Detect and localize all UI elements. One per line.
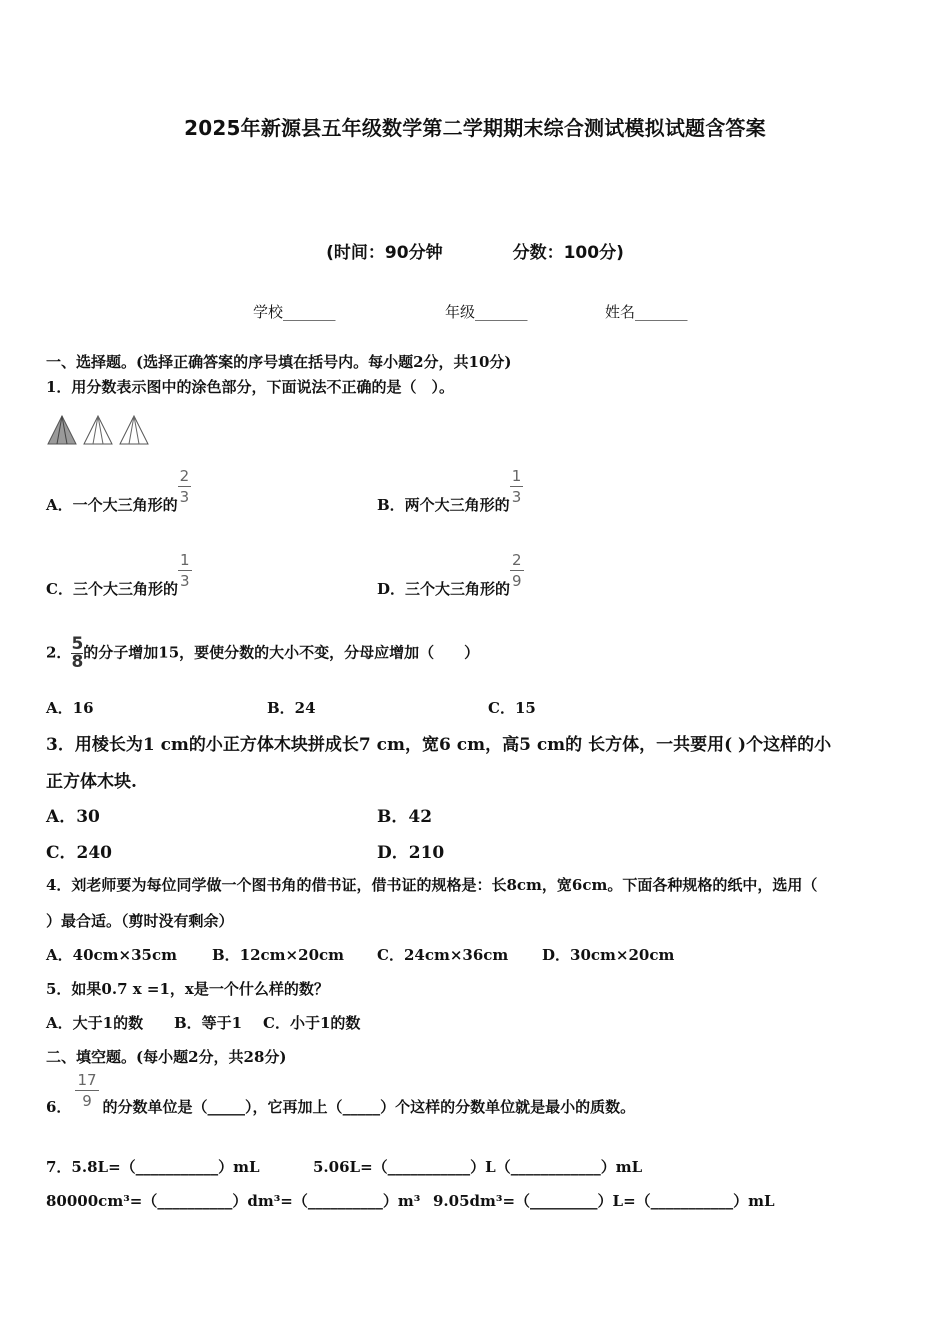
q4-option-d[interactable]: D．30cm×20cm (542, 946, 675, 964)
fraction: $\frac{1}{3}$ (511, 467, 522, 506)
section1-heading: 一、选择题。(选择正确答案的序号填在括号内。每小题2分，共10分) (46, 353, 512, 371)
q5-option-b[interactable]: B．等于1 (174, 1014, 243, 1032)
fraction: $\frac{5}{8}$ (71, 634, 84, 672)
fraction: $\frac{1}{3}$ (179, 551, 190, 590)
triangles-figure (46, 414, 152, 446)
q7-blank[interactable]: ___________ (650, 1192, 734, 1210)
q1-option-d[interactable]: D．三个大三角形的 $\frac{2}{9}$ (377, 551, 522, 598)
q5-stem: 5．如果0.7 x =1，x是一个什么样的数？ (46, 980, 329, 998)
score-label: 分数：100分) (512, 243, 624, 263)
q7-blank[interactable]: __________ (307, 1192, 383, 1210)
q4-option-c[interactable]: C．24cm×36cm (377, 946, 509, 964)
q6-blank-1[interactable]: _____ (207, 1098, 246, 1116)
q1-option-a[interactable]: A．一个大三角形的 $\frac{2}{3}$ (46, 467, 190, 514)
q2-option-b[interactable]: B．24 (267, 699, 316, 717)
q3-stem-line1: 3．用棱长为1 cm的小正方体木块拼成长7 cm，宽6 cm，高5 cm的 长方体，一共要用( )个这样的小 (46, 735, 832, 755)
q4-option-a[interactable]: A．40cm×35cm (46, 946, 177, 964)
q2-option-a[interactable]: A．16 (46, 699, 94, 717)
q3-option-b[interactable]: B．42 (377, 807, 433, 827)
triangle-3 (120, 416, 148, 444)
q7-blank[interactable]: ___________ (135, 1158, 219, 1176)
page-title: 2025年新源县五年级数学第二学期期末综合测试模拟试题含答案 (184, 116, 766, 140)
exam-info (0, 238, 950, 263)
q2-stem: 2． $\frac{5}{8}$ 的分子增加15，要使分数的大小不变，分母应增加（ ） (46, 634, 480, 672)
q4-stem-line2: ）最合适。（剪时没有剩余） (46, 912, 234, 930)
q7-item-4: 9.05dm³=（_________）L=（___________）mL (433, 1192, 775, 1210)
triangle-1 (48, 416, 76, 444)
q1-option-c[interactable]: C．三个大三角形的 $\frac{1}{3}$ (46, 551, 190, 598)
q1-stem: 1．用分数表示图中的涂色部分，下面说法不正确的是（ ）。 (46, 378, 454, 396)
triangle-2 (84, 416, 112, 444)
q3-option-d[interactable]: D．210 (377, 843, 445, 863)
time-label: (时间：90分钟 (326, 243, 443, 263)
q1-option-b[interactable]: B．两个大三角形的 $\frac{1}{3}$ (377, 467, 522, 514)
q5-option-c[interactable]: C．小于1的数 (263, 1014, 361, 1032)
q7-blank[interactable]: __________ (157, 1192, 233, 1210)
name-field[interactable]: 姓名_______ (605, 303, 688, 321)
fraction: $\frac{2}{3}$ (179, 467, 190, 506)
q3-stem-line2: 正方体木块. (46, 772, 137, 792)
section2-heading: 二、填空题。(每小题2分，共28分) (46, 1048, 287, 1066)
q6-blank-2[interactable]: _____ (342, 1098, 381, 1116)
grade-field[interactable]: 年级_______ (445, 303, 528, 321)
q4-option-b[interactable]: B．12cm×20cm (212, 946, 345, 964)
q5-option-a[interactable]: A．大于1的数 (46, 1014, 144, 1032)
q7-blank[interactable]: ___________ (387, 1158, 471, 1176)
q3-option-a[interactable]: A．30 (46, 807, 100, 827)
fraction: $\frac{2}{9}$ (512, 551, 522, 590)
q7-item-2: 5.06L=（___________）L（____________）mL (313, 1158, 643, 1176)
school-field[interactable]: 学校_______ (253, 303, 336, 321)
q7-item-1: 7．5.8L=（___________）mL (46, 1158, 260, 1176)
q6-stem: 6． $\frac{17}{9}$ 的分数单位是（_____），它再加上（_____）个这样的分数单位就是最小的质数。 (46, 1071, 636, 1116)
q7-blank[interactable]: ____________ (510, 1158, 601, 1176)
q3-option-c[interactable]: C．240 (46, 843, 113, 863)
q7-blank[interactable]: _________ (530, 1192, 598, 1210)
q7-item-3: 80000cm³=（__________）dm³=（__________）m³ (46, 1192, 421, 1210)
q2-option-c[interactable]: C．15 (488, 699, 536, 717)
q4-stem-line1: 4．刘老师要为每位同学做一个图书角的借书证，借书证的规格是：长8cm，宽6cm。下面各种规格的纸中，选用（ (46, 876, 818, 894)
fraction: $\frac{17}{9}$ (77, 1071, 97, 1110)
